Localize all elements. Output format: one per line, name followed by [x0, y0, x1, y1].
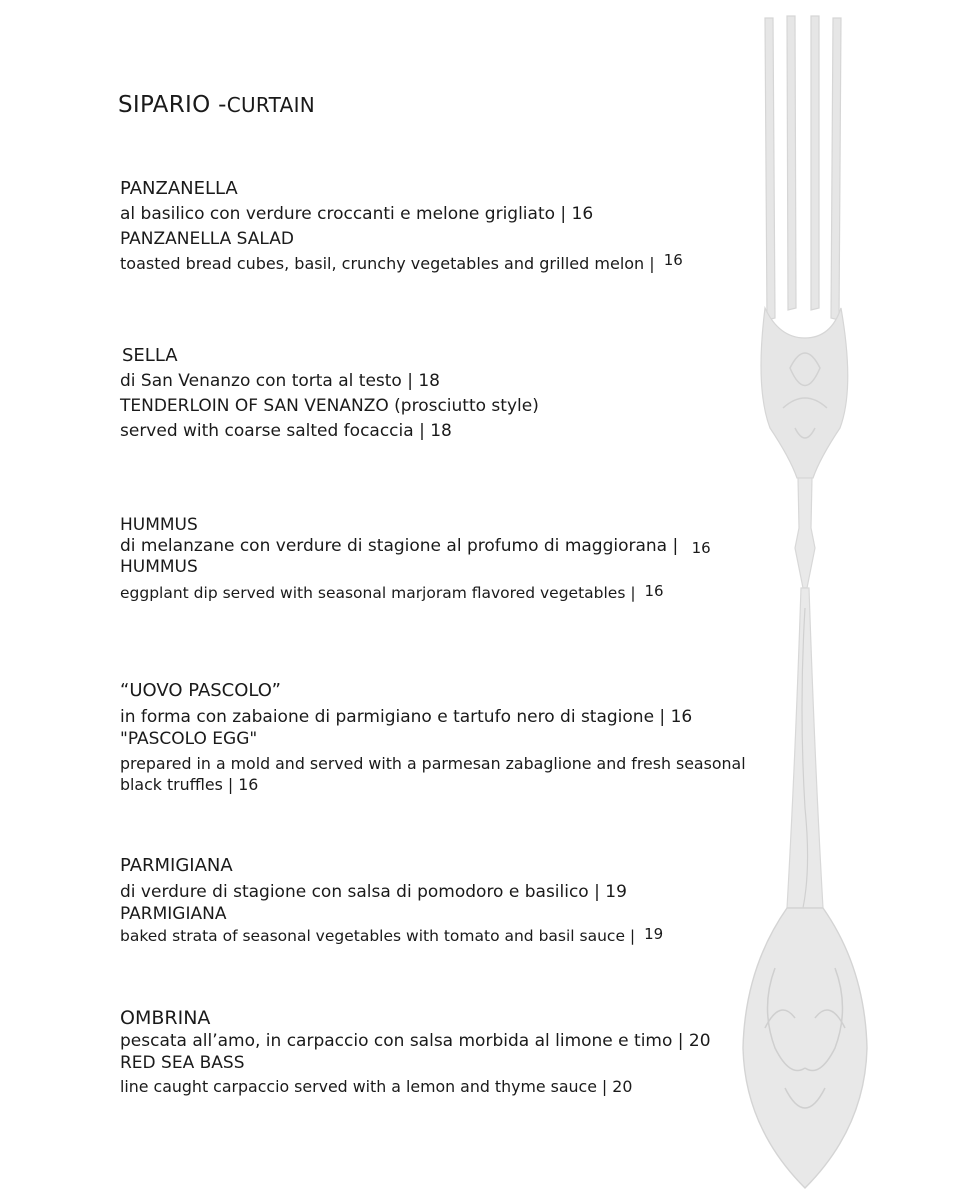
- dish-name-en: HUMMUS: [120, 557, 198, 577]
- menu-item-parmigiana: [120, 857, 790, 945]
- section-title: [118, 92, 315, 118]
- dish-desc-it: di San Venanzo con torta al testo | 18: [120, 371, 440, 391]
- dish-desc-it-text: di melanzane con verdure di stagione al profumo di maggiorana |: [120, 536, 679, 556]
- dish-desc-en-text: toasted bread cubes, basil, crunchy vegetables and grilled melon |: [120, 254, 655, 273]
- dish-price-en: 16: [644, 582, 664, 600]
- dish-name-it: SELLA: [122, 345, 178, 366]
- dish-desc-en: [120, 582, 790, 602]
- section-title-main: SIPARIO -: [118, 92, 227, 118]
- dish-desc-en: [120, 925, 790, 945]
- dish-desc-en: [120, 251, 790, 273]
- menu-item-hummus: [120, 517, 790, 602]
- dish-desc-en: served with coarse salted focaccia | 18: [120, 421, 452, 441]
- dish-name-it: PARMIGIANA: [120, 855, 233, 876]
- dish-desc-it: [120, 538, 790, 555]
- dish-name-it: PANZANELLA: [120, 178, 238, 199]
- menu-item-ombrina: [120, 1009, 790, 1095]
- dish-desc-en-text: baked strata of seasonal vegetables with tomato and basil sauce |: [120, 927, 636, 945]
- dish-name-en: RED SEA BASS: [120, 1053, 245, 1073]
- section-title-sub: CURTAIN: [226, 93, 316, 117]
- dish-name-it: OMBRINA: [120, 1007, 211, 1029]
- dish-desc-it: al basilico con verdure croccanti e melone grigliato | 16: [120, 204, 594, 224]
- dish-name-en: TENDERLOIN OF SAN VENANZO (prosciutto style): [120, 396, 539, 416]
- dish-name-it: “UOVO PASCOLO”: [120, 680, 281, 701]
- dish-desc-it: di verdure di stagione con salsa di pomodoro e basilico | 19: [120, 882, 627, 902]
- dish-name-it: HUMMUS: [120, 515, 198, 535]
- dish-desc-it: in forma con zabaione di parmigiano e tartufo nero di stagione | 16: [120, 707, 693, 727]
- dish-price-en: 19: [644, 925, 664, 943]
- dish-name-en: PARMIGIANA: [120, 904, 227, 924]
- dish-desc-en-text: eggplant dip served with seasonal marjoram flavored vegetables |: [120, 584, 636, 602]
- dish-desc-en: line caught carpaccio served with a lemon and thyme sauce | 20: [120, 1077, 633, 1096]
- menu-item-panzanella: [120, 180, 790, 272]
- dish-name-en: "PASCOLO EGG": [120, 729, 258, 749]
- dish-price-it: 16: [691, 539, 711, 557]
- dish-desc-it: pescata all’amo, in carpaccio con salsa morbida al limone e timo | 20: [120, 1031, 711, 1051]
- menu-item-uovo-pascolo: [120, 682, 785, 796]
- dish-price-en: 16: [663, 251, 683, 269]
- dish-name-en: PANZANELLA SALAD: [120, 229, 294, 249]
- menu-item-sella: [122, 347, 792, 440]
- dish-desc-en: prepared in a mold and served with a parmesan zabaglione and fresh seasonal black truffles | 16: [120, 754, 746, 795]
